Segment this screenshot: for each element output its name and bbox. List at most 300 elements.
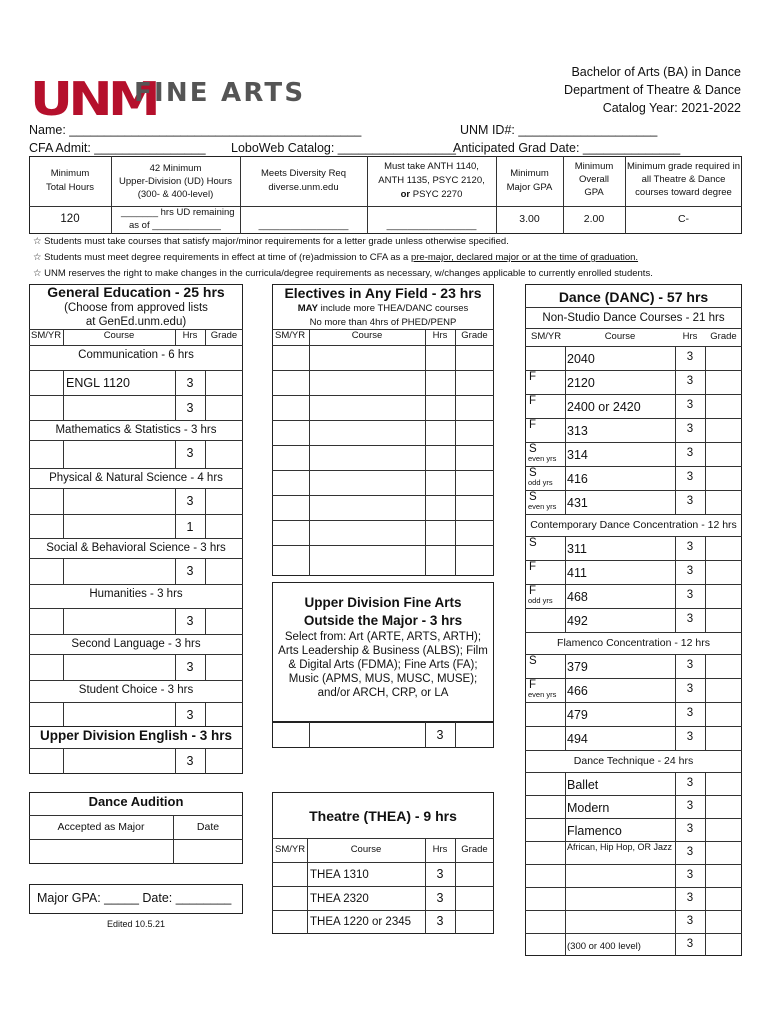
col-divider — [705, 818, 706, 841]
dance-course: 431 — [567, 496, 588, 510]
min-grade-label-2: all Theatre & Dance — [641, 173, 726, 185]
dance-hrs: 3 — [686, 659, 694, 671]
col-divider — [63, 395, 64, 420]
grad-date-field[interactable]: Anticipated Grad Date: ______________ — [453, 141, 681, 155]
col-divider — [565, 910, 566, 933]
row-divider — [525, 490, 742, 491]
row-divider — [29, 558, 243, 559]
ud-fine-arts-line-5: and/or ARCH, CRP, or LA — [317, 687, 449, 699]
dance-semester-note: odd yrs — [528, 478, 553, 487]
thea-hrs-2: 3 — [436, 891, 444, 905]
col-divider — [565, 726, 566, 750]
row-divider — [525, 608, 742, 609]
gen-ed-col-grade: Grade — [210, 330, 238, 341]
gen-ed-hrs: 3 — [186, 446, 194, 460]
dance-audition-title: Dance Audition — [88, 794, 184, 809]
overall-gpa-value: 2.00 — [583, 213, 605, 225]
row-divider — [29, 538, 243, 539]
dance-hrs: 3 — [686, 846, 694, 858]
ud-label-1: 42 Minimum — [149, 163, 202, 174]
dance-semester: S — [529, 655, 537, 667]
ud-fine-arts-line-4: Music (APMS, MUS, MUSC, MUSE); — [288, 673, 478, 685]
dance-title: Dance (DANC) - 57 hrs — [558, 289, 709, 305]
diversity-label-1: Meets Diversity Req — [261, 168, 346, 179]
dance-hrs: 3 — [686, 541, 694, 553]
row-divider — [29, 514, 243, 515]
dance-section-heading: Dance Technique - 24 hrs — [573, 755, 694, 767]
audition-date-label: Date — [196, 821, 220, 833]
gen-ed-subtitle-2: at GenEd.unm.edu) — [85, 316, 187, 328]
ud-fine-arts-line-1: Select from: Art (ARTE, ARTS, ARTH); — [284, 631, 482, 643]
col-divider — [705, 370, 706, 394]
row-divider — [272, 420, 494, 421]
row-divider — [525, 418, 742, 419]
col-divider — [455, 545, 456, 576]
theatre-col-hrs: Hrs — [432, 844, 448, 855]
col-divider — [425, 545, 426, 576]
row-divider — [29, 584, 243, 585]
col-divider — [455, 370, 456, 395]
row-divider — [525, 726, 742, 727]
dance-course: 379 — [567, 660, 588, 674]
dance-hrs: 3 — [686, 869, 694, 881]
overall-gpa-label-2: Overall — [578, 173, 610, 185]
col-divider — [205, 370, 206, 395]
star-icon: ☆ — [33, 252, 42, 263]
col-divider — [705, 933, 706, 956]
min-total-value: 120 — [60, 213, 80, 225]
dance-hrs: 3 — [686, 777, 694, 789]
gen-ed-col-smyr: SM/YR — [31, 330, 62, 341]
col-divider — [565, 418, 566, 442]
dance-col-grade: Grade — [710, 331, 737, 342]
ud-hours-label — [111, 164, 240, 201]
row-divider — [272, 470, 494, 471]
accepted-as-major: Accepted as Major — [57, 821, 145, 833]
dance-hrs: 3 — [686, 823, 694, 835]
gen-ed-category-label: Communication - 6 hrs — [78, 349, 194, 361]
col-divider — [425, 329, 426, 345]
col-divider — [705, 726, 706, 750]
electives-col-grade: Grade — [461, 330, 488, 341]
non-studio-heading: Non-Studio Dance Courses - 21 hrs — [542, 312, 725, 324]
major-gpa-value: 3.00 — [519, 213, 540, 225]
cfa-admit-field[interactable]: CFA Admit: ________________ — [29, 141, 206, 155]
dance-semester: F — [529, 419, 537, 431]
row-divider — [29, 345, 243, 346]
diversity-line[interactable]: _________________ — [258, 220, 349, 231]
thea-course-1: THEA 1310 — [310, 869, 369, 881]
col-divider — [309, 520, 310, 545]
dance-course: (300 or 400 level) — [567, 941, 641, 952]
ud-remaining[interactable]: _______ hrs UD remaining — [121, 207, 235, 218]
col-divider — [565, 887, 566, 910]
row-divider — [525, 536, 742, 537]
anth-or: or — [400, 188, 411, 200]
dance-hrs: 3 — [686, 351, 694, 363]
electives-title: Electives in Any Field - 23 hrs — [284, 285, 482, 301]
col-divider — [705, 608, 706, 632]
min-total-label — [29, 169, 111, 194]
col-divider — [63, 488, 64, 514]
dance-course: 314 — [567, 448, 588, 462]
col-divider — [455, 520, 456, 545]
ud-fine-arts-entry — [272, 722, 494, 748]
dance-course: Flamenco — [567, 824, 622, 838]
col-divider — [63, 370, 64, 395]
col-divider — [705, 654, 706, 678]
col-divider — [705, 346, 706, 370]
row-divider — [525, 818, 742, 819]
col-divider — [425, 370, 426, 395]
col-divider — [705, 678, 706, 702]
dance-hrs: 3 — [686, 800, 694, 812]
dance-course: African, Hip Hop, OR Jazz — [567, 842, 673, 852]
dance-hrs: 3 — [686, 399, 694, 411]
col-divider — [63, 514, 64, 538]
min-grade-label-1: Minimum grade required in — [627, 161, 740, 172]
row-divider — [29, 395, 243, 396]
dance-course: 479 — [567, 708, 588, 722]
gen-ed-col-course: Course — [103, 330, 135, 341]
major-gpa-label-1: Minimum — [510, 168, 549, 179]
col-divider — [425, 470, 426, 495]
row-divider — [525, 370, 742, 371]
dance-semester: S — [529, 467, 537, 479]
overall-gpa-label-3: GPA — [584, 186, 604, 198]
dance-hrs: 3 — [686, 938, 694, 950]
gen-ed-category-label: Humanities - 3 hrs — [89, 588, 183, 600]
col-divider — [455, 445, 456, 470]
dance-box — [525, 284, 742, 956]
col-divider — [565, 536, 566, 560]
row-divider — [525, 466, 742, 467]
col-divider — [205, 702, 206, 726]
dance-hrs: 3 — [686, 447, 694, 459]
min-grade-value: C- — [677, 213, 690, 225]
anth-line-3 — [367, 190, 496, 201]
unm-logo — [30, 72, 157, 126]
col-divider — [565, 370, 566, 394]
col-divider — [705, 841, 706, 864]
row-divider — [525, 394, 742, 395]
col-divider — [425, 445, 426, 470]
row-divider — [525, 584, 742, 585]
dance-hrs: 3 — [686, 565, 694, 577]
dance-course: 416 — [567, 472, 588, 486]
col-divider — [705, 536, 706, 560]
anth-psyc: PSYC 2270 — [412, 188, 463, 200]
col-divider — [565, 795, 566, 818]
dance-semester: F — [529, 371, 537, 383]
anth-line-1: Must take ANTH 1140, — [384, 161, 479, 172]
col-divider — [705, 887, 706, 910]
anth-line[interactable]: _________________ — [386, 220, 477, 231]
row-divider — [29, 440, 243, 441]
gen-ed-title: General Education - 25 hrs — [47, 284, 225, 300]
dance-semester-note: even yrs — [528, 502, 557, 511]
note-3-text: UNM reserves the right to make changes in the curricula/degree requirements as necessary, w/changes applicable to currently enrolled students. — [44, 268, 653, 279]
col-divider — [705, 442, 706, 466]
col-divider — [705, 864, 706, 887]
dance-hrs: 3 — [686, 731, 694, 743]
col-divider — [205, 395, 206, 420]
catalog-year: Catalog Year: 2021-2022 — [602, 101, 741, 115]
electives-may: MAY — [297, 303, 318, 314]
col-divider — [565, 654, 566, 678]
col-divider — [309, 495, 310, 520]
col-divider — [425, 520, 426, 545]
diversity-label — [240, 169, 367, 194]
min-grade-label-3: courses toward degree — [635, 186, 732, 198]
row-divider — [272, 445, 494, 446]
gen-ed-category-label: Student Choice - 3 hrs — [78, 684, 194, 696]
dance-hrs: 3 — [686, 423, 694, 435]
gen-ed-hrs: 3 — [186, 614, 194, 628]
col-divider — [565, 466, 566, 490]
min-total-label-1: Minimum — [50, 168, 90, 179]
dance-section-heading: Contemporary Dance Concentration - 12 hrs — [530, 519, 737, 531]
note-2-text: Students must meet degree requirements in effect at time of (re)admission to CFA as a — [44, 252, 409, 263]
col-divider — [705, 795, 706, 818]
note-reserves — [33, 269, 653, 280]
col-divider — [455, 420, 456, 445]
row-divider — [29, 370, 243, 371]
col-divider — [705, 466, 706, 490]
note-letter-grade — [33, 237, 509, 248]
anth-requirement — [367, 162, 496, 201]
unm-id-field[interactable]: UNM ID#: ____________________ — [460, 123, 658, 137]
col-divider — [309, 420, 310, 445]
col-divider — [565, 608, 566, 632]
dance-hrs: 3 — [686, 683, 694, 695]
dance-course: Ballet — [567, 778, 599, 792]
dance-hrs: 3 — [686, 589, 694, 601]
ud-fine-arts-line-3: & Digital Arts (FDMA); Fine Arts (FA); — [288, 659, 478, 671]
thea-hrs-1: 3 — [436, 867, 444, 881]
note-2-underline: pre-major, declared major or at the time of graduation. — [410, 252, 639, 263]
col-divider — [565, 490, 566, 514]
gen-ed-col-hrs: Hrs — [182, 330, 198, 341]
col-divider — [205, 440, 206, 468]
dance-course: 2400 or 2420 — [567, 400, 641, 414]
ud-fine-arts-hrs: 3 — [436, 728, 444, 742]
row-divider — [525, 654, 742, 655]
anth-line-2: ANTH 1135, PSYC 2120, — [378, 174, 485, 186]
row-divider — [272, 370, 494, 371]
fine-arts-brand: FINE ARTS — [134, 78, 306, 108]
gen-ed-hrs: 3 — [186, 494, 194, 508]
col-divider — [455, 495, 456, 520]
edited-date: Edited 10.5.21 — [106, 919, 166, 929]
row-divider — [29, 468, 243, 469]
row-divider — [525, 772, 742, 773]
row-divider — [29, 634, 243, 635]
ud-english-hrs: 3 — [186, 754, 194, 768]
col-divider — [705, 490, 706, 514]
gen-ed-category-label: Social & Behavioral Science - 3 hrs — [46, 542, 226, 554]
col-divider — [565, 864, 566, 887]
theatre-col-course: Course — [350, 844, 382, 855]
theatre-col-grade: Grade — [461, 844, 488, 855]
ud-english-title: Upper Division English - 3 hrs — [39, 728, 233, 743]
col-divider — [205, 558, 206, 584]
dance-section-heading: Flamenco Concentration - 12 hrs — [557, 637, 710, 649]
star-icon: ☆ — [33, 268, 42, 279]
dance-semester: F — [529, 395, 537, 407]
col-divider — [705, 910, 706, 933]
row-divider — [525, 795, 742, 796]
col-divider — [565, 560, 566, 584]
overall-gpa-label-1: Minimum — [574, 161, 614, 172]
row-divider — [525, 910, 742, 911]
col-divider — [309, 395, 310, 420]
col-divider — [565, 818, 566, 841]
dance-semester: F — [529, 561, 537, 573]
col-divider — [565, 584, 566, 608]
gen-ed-category-label: Second Language - 3 hrs — [71, 638, 201, 650]
dance-semester: F — [529, 585, 537, 597]
dance-col-course: Course — [604, 331, 636, 342]
ud-label-3: (300- & 400-level) — [137, 188, 214, 200]
col-divider — [309, 470, 310, 495]
dance-course: 466 — [567, 684, 588, 698]
row-divider — [272, 395, 494, 396]
name-field[interactable]: Name: __________________________________________ — [29, 123, 362, 137]
col-divider — [455, 345, 456, 370]
row-divider — [525, 933, 742, 934]
gen-ed-hrs: 3 — [186, 376, 194, 390]
col-divider — [309, 370, 310, 395]
electives-note-2: No more than 4hrs of PHED/PENP — [309, 317, 457, 328]
ud-label-2: Upper-Division (UD) Hours — [119, 175, 232, 187]
row-divider — [29, 702, 243, 703]
row-divider — [525, 864, 742, 865]
col-divider — [705, 560, 706, 584]
col-divider — [205, 488, 206, 514]
theatre-title: Theatre (THEA) - 9 hrs — [309, 808, 457, 824]
col-divider — [63, 702, 64, 726]
gen-ed-course: ENGL 1120 — [66, 376, 130, 390]
col-divider — [705, 702, 706, 726]
col-divider — [565, 346, 566, 370]
major-gpa-label — [496, 169, 563, 194]
gen-ed-hrs: 3 — [186, 660, 194, 674]
summary-table — [29, 156, 742, 234]
gen-ed-hrs: 3 — [186, 401, 194, 415]
row-divider — [525, 887, 742, 888]
col-divider — [205, 514, 206, 538]
gen-ed-hrs: 1 — [186, 520, 194, 534]
electives-note-1 — [272, 304, 494, 315]
col-divider — [425, 495, 426, 520]
col-divider — [309, 545, 310, 576]
col-divider — [425, 395, 426, 420]
major-gpa-date[interactable]: Major GPA: _____ Date: ________ — [37, 891, 232, 905]
col-divider — [309, 445, 310, 470]
row-divider — [525, 632, 742, 633]
dance-hrs: 3 — [686, 892, 694, 904]
col-divider — [455, 470, 456, 495]
gen-ed-hrs: 3 — [186, 564, 194, 578]
min-total-label-2: Total Hours — [45, 181, 95, 193]
dance-hrs: 3 — [686, 613, 694, 625]
dance-course: 494 — [567, 732, 588, 746]
dance-semester: S — [529, 537, 537, 549]
loboweb-catalog-field[interactable]: LoboWeb Catalog: _________________ — [231, 141, 456, 155]
ud-fine-arts-title-2: Outside the Major - 3 hrs — [303, 613, 463, 628]
col-divider — [565, 394, 566, 418]
dance-semester-note: even yrs — [528, 690, 557, 699]
col-divider — [455, 329, 456, 345]
row-divider — [525, 678, 742, 679]
dance-hrs: 3 — [686, 375, 694, 387]
electives-col-hrs: Hrs — [432, 330, 448, 341]
ud-fine-arts-line-2: Arts Leadership & Business (ALBS); Film — [278, 645, 488, 657]
gen-ed-subtitle-1: (Choose from approved lists — [64, 302, 208, 314]
electives-col-smyr: SM/YR — [275, 330, 306, 341]
thea-hrs-3: 3 — [436, 914, 444, 928]
dance-semester-note: odd yrs — [528, 596, 553, 605]
thea-course-3: THEA 1220 or 2345 — [310, 916, 412, 928]
col-divider — [565, 702, 566, 726]
dance-col-smyr: SM/YR — [531, 331, 562, 342]
row-divider — [29, 488, 243, 489]
dance-course: 411 — [567, 566, 587, 580]
dance-course: 2120 — [567, 376, 595, 390]
min-grade-label — [625, 162, 742, 199]
overall-gpa-label — [563, 162, 625, 199]
ud-as-of[interactable]: as of _____________ — [129, 220, 221, 231]
electives-note-1-text: include more THEA/DANC courses — [320, 303, 469, 314]
col-divider — [63, 654, 64, 680]
col-divider — [63, 608, 64, 634]
row-divider — [525, 750, 742, 751]
dance-hrs: 3 — [686, 707, 694, 719]
star-icon: ☆ — [33, 236, 42, 247]
row-divider — [29, 608, 243, 609]
col-divider — [705, 394, 706, 418]
row-divider — [525, 346, 742, 347]
dance-course: 468 — [567, 590, 588, 604]
electives-col-course: Course — [351, 330, 383, 341]
row-divider — [525, 702, 742, 703]
col-divider — [425, 420, 426, 445]
col-divider — [705, 772, 706, 795]
note-requirements — [33, 253, 638, 264]
dance-course: 2040 — [567, 352, 595, 366]
dance-semester: S — [529, 491, 537, 503]
dance-course: 492 — [567, 614, 588, 628]
department-name: Department of Theatre & Dance — [564, 83, 741, 97]
dance-semester: F — [529, 679, 537, 691]
row-divider — [525, 514, 742, 515]
col-divider — [565, 678, 566, 702]
row-divider — [29, 680, 243, 681]
gen-ed-category-label: Physical & Natural Science - 4 hrs — [49, 472, 223, 484]
dance-hrs: 3 — [686, 915, 694, 927]
dance-course: Modern — [567, 801, 610, 815]
row-divider — [272, 495, 494, 496]
unm-logo-letters: UNM — [30, 72, 157, 126]
col-divider — [309, 329, 310, 345]
col-divider — [565, 772, 566, 795]
col-divider — [565, 442, 566, 466]
col-divider — [705, 584, 706, 608]
row-divider — [29, 654, 243, 655]
dance-hrs: 3 — [686, 471, 694, 483]
note-1-text: Students must take courses that satisfy major/minor requirements for a letter grade unless otherwise specified. — [44, 236, 509, 247]
